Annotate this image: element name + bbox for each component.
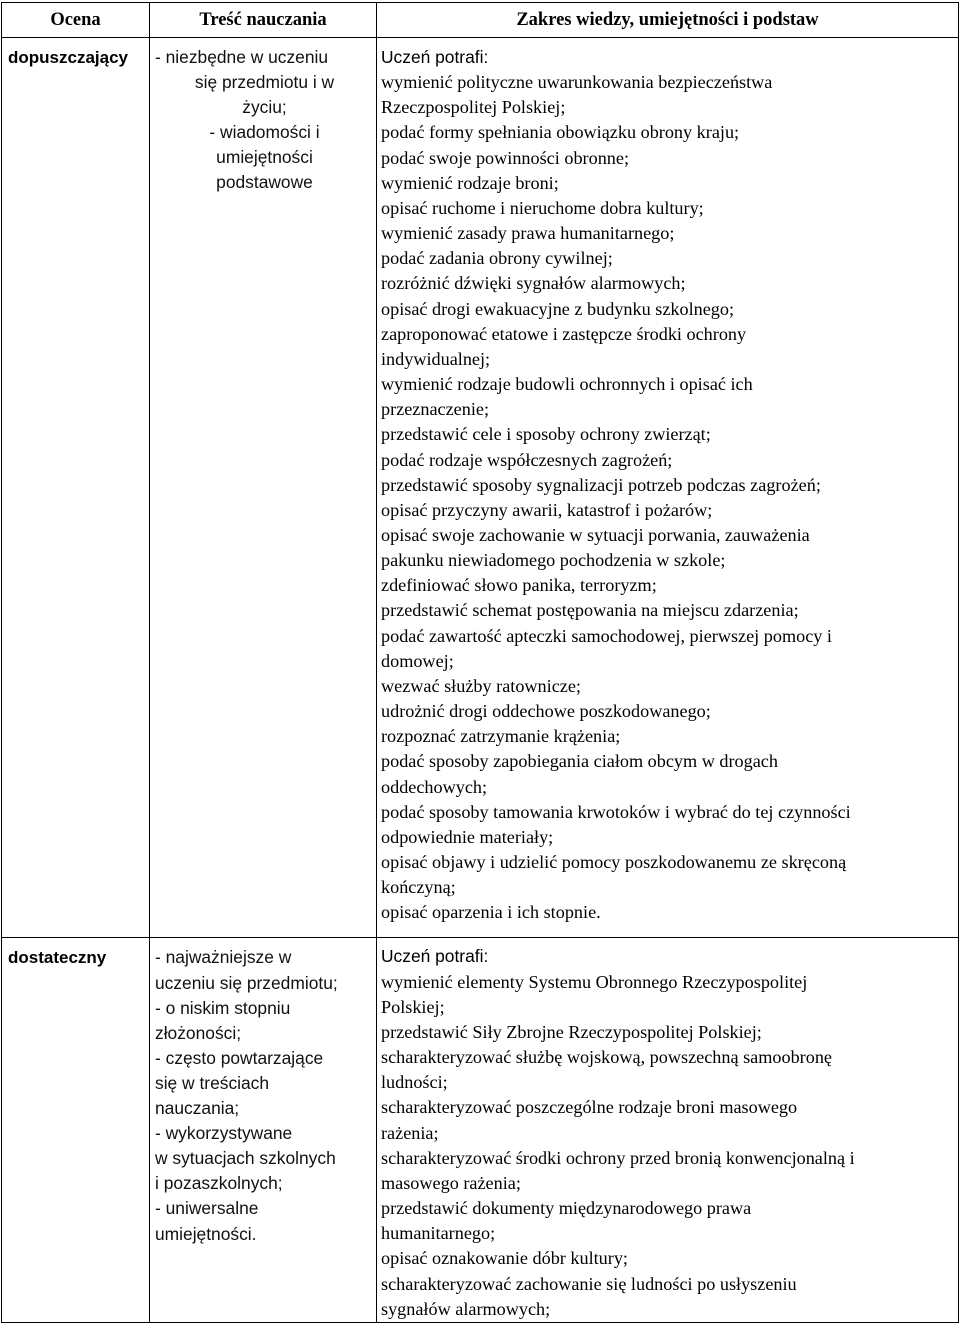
header-ocena: Ocena <box>2 3 150 38</box>
content-line: - o niskim stopniu <box>155 997 291 1018</box>
scope-line: wymienić zasady prawa humanitarnego; <box>381 223 675 244</box>
grade-cell: dostateczny <box>2 938 150 1322</box>
scope-line: Rzeczpospolitej Polskiej; <box>381 97 566 118</box>
scope-line: podać formy spełniania obowiązku obrony kraju; <box>381 122 740 143</box>
header-zakres: Zakres wiedzy, umiejętności i podstaw <box>377 3 959 38</box>
content-line: i pozaszkolnych; <box>155 1173 283 1194</box>
scope-line: scharakteryzować środki ochrony przed bronią konwencjonalną i <box>381 1147 855 1168</box>
scope-line: opisać drogi ewakuacyjne z budynku szkolnego; <box>381 298 735 319</box>
content-line: - niezbędne w uczeniu <box>155 47 329 67</box>
scope-cell <box>377 938 959 1322</box>
scope-line: podać zadania obrony cywilnej; <box>381 248 613 269</box>
scope-line: wymienić elementy Systemu Obronnego Rzeczypospolitej <box>381 971 808 992</box>
scope-line: Polskiej; <box>381 996 445 1017</box>
scope-line: sygnałów alarmowych; <box>381 1298 551 1319</box>
content-line: - wiadomości i <box>209 122 320 143</box>
content-line: życiu; <box>242 97 287 118</box>
scope-line: wezwać służby ratownicze; <box>381 675 581 696</box>
scope-lead: Uczeń potrafi: <box>381 946 489 967</box>
content-line: się przedmiotu i w <box>194 72 335 93</box>
scope-line: rozróżnić dźwięki sygnałów alarmowych; <box>381 273 686 294</box>
scope-line: opisać oparzenia i ich stopnie. <box>381 902 601 923</box>
header-tresc: Treść nauczania <box>150 3 377 38</box>
scope-line: udrożnić drogi oddechowe poszkodowanego; <box>381 701 711 722</box>
scope-line: rażenia; <box>381 1122 439 1143</box>
scope-line: masowego rażenia; <box>381 1172 521 1193</box>
content-line: nauczania; <box>155 1098 240 1119</box>
scope-line: kończyną; <box>381 877 456 898</box>
content-line: - często powtarzające <box>155 1047 324 1068</box>
scope-line: scharakteryzować poszczególne rodzaje broni masowego <box>381 1097 798 1118</box>
content-line: - uniwersalne <box>155 1198 259 1219</box>
content-line: umiejętności <box>216 147 313 168</box>
scope-line: wymienić rodzaje broni; <box>381 172 559 193</box>
scope-line: domowej; <box>381 650 454 671</box>
content-cell <box>150 938 377 1322</box>
content-line: w sytuacjach szkolnych <box>155 1148 336 1169</box>
scope-line: opisać objawy i udzielić pomocy poszkodowanemu ze skręconą <box>381 852 847 872</box>
scope-line: przedstawić Siły Zbrojne Rzeczypospolitej Polskiej; <box>381 1021 762 1042</box>
scope-line: humanitarnego; <box>381 1223 496 1244</box>
scope-line: przedstawić sposoby sygnalizacji potrzeb podczas zagrożeń; <box>381 474 821 495</box>
scope-line: podać sposoby tamowania krwotoków i wybrać do tej czynności <box>381 801 851 822</box>
content-line: - wykorzystywane <box>155 1123 293 1144</box>
scope-line: przedstawić schemat postępowania na miejscu zdarzenia; <box>381 600 799 621</box>
scope-lead: Uczeń potrafi: <box>381 47 489 67</box>
scope-line: zdefiniować słowo panika, terroryzm; <box>381 575 657 596</box>
scope-line: rozpoznać zatrzymanie krążenia; <box>381 726 621 747</box>
scope-line: podać zawartość apteczki samochodowej, pierwszej pomocy i <box>381 625 832 646</box>
scope-line: opisać swoje zachowanie w sytuacji porwania, zauważenia <box>381 524 810 545</box>
scope-line: odpowiednie materiały; <box>381 826 554 847</box>
scope-line: opisać oznakowanie dóbr kultury; <box>381 1248 628 1269</box>
scope-line: zaproponować etatowe i zastępcze środki ochrony <box>381 323 747 344</box>
scope-line: ludności; <box>381 1072 448 1093</box>
scope-line: indywidualnej; <box>381 348 491 369</box>
scope-line: opisać przyczyny awarii, katastrof i pożarów; <box>381 499 713 520</box>
scope-line: scharakteryzować służbę wojskową, powszechną samoobronę <box>381 1047 832 1068</box>
scope-line: pakunku niewiadomego pochodzenia w szkole; <box>381 550 726 571</box>
content-cell <box>150 38 377 938</box>
content-line: podstawowe <box>216 172 313 193</box>
header-row <box>2 3 959 38</box>
content-line: się w treściach <box>155 1072 270 1093</box>
table-row <box>2 938 959 1322</box>
content-line: - najważniejsze w <box>155 947 292 968</box>
scope-line: wymienić rodzaje budowli ochronnych i opisać ich <box>381 374 753 395</box>
scope-line: przedstawić cele i sposoby ochrony zwierząt; <box>381 424 711 445</box>
table-row <box>2 38 959 938</box>
content-line: uczeniu się przedmiotu; <box>155 972 338 993</box>
content-line: umiejętności. <box>155 1223 257 1244</box>
content-line: złożoności; <box>155 1022 242 1043</box>
scope-line: przeznaczenie; <box>381 399 490 420</box>
scope-line: scharakteryzować zachowanie się ludności po usłyszeniu <box>381 1273 797 1294</box>
scope-line: przedstawić dokumenty międzynarodowego prawa <box>381 1198 752 1219</box>
scope-line: podać sposoby zapobiegania ciałom obcym w drogach <box>381 751 778 772</box>
scope-cell <box>377 38 959 938</box>
scope-line: opisać ruchome i nieruchome dobra kultury; <box>381 197 704 218</box>
grading-table <box>1 2 959 1323</box>
scope-line: wymienić polityczne uwarunkowania bezpieczeństwa <box>381 72 773 93</box>
grade-cell: dopuszczający <box>2 38 150 938</box>
scope-line: podać swoje powinności obronne; <box>381 147 630 168</box>
scope-line: oddechowych; <box>381 776 488 797</box>
scope-line: podać rodzaje współczesnych zagrożeń; <box>381 449 673 470</box>
